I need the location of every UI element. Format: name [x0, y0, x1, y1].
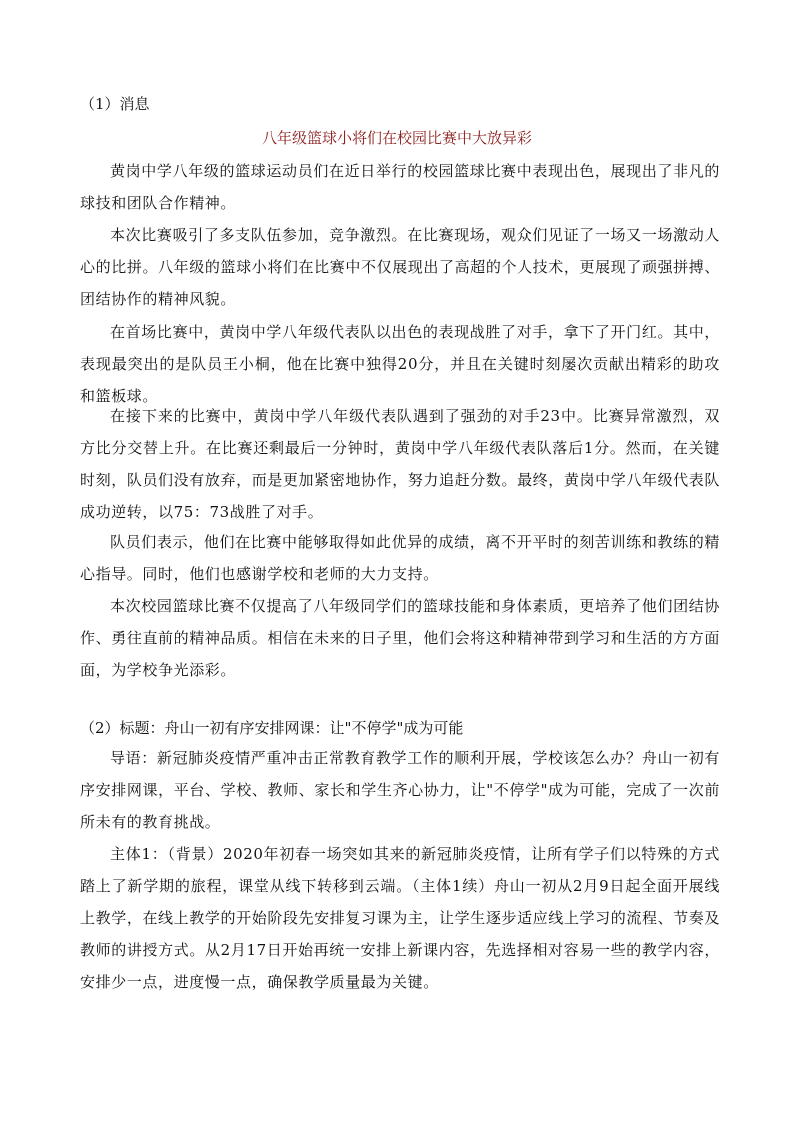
lead-paragraph: 导语：新冠肺炎疫情严重冲击正常教育教学工作的顺利开展，学校该怎么办？舟山一初有序安排网课，平台、学校、教师、家长和学生齐心协力，让"不停学"成为可能，完成了一次前所未有的教育挑战。 — [80, 749, 720, 831]
news-title: 八年级篮球小将们在校园比赛中大放异彩 — [261, 129, 532, 147]
news-paragraph-2: 本次比赛吸引了多支队伍参加，竞争激烈。在比赛现场，观众们见证了一场又一场激动人心的比拼。八年级的篮球小将们在比赛中不仅展现出了高超的个人技术，更展现了顽强拼搏、团结协作的精神风貌。 — [80, 226, 720, 308]
section-2-label: （2）标题：舟山一初有序安排网课：让"不停学"成为可能 — [80, 719, 464, 737]
news-paragraph-3: 在首场比赛中，黄岗中学八年级代表队以出色的表现战胜了对手，拿下了开门红。其中，表现最突出的是队员王小桐，他在比赛中独得20分，并且在关键时刻屡次贡献出精彩的助攻和篮板球。 — [80, 323, 720, 405]
section-1-label: （1）消息 — [80, 95, 150, 113]
news-paragraph-6: 本次校园篮球比赛不仅提高了八年级同学们的篮球技能和身体素质，更培养了他们团结协作、勇往直前的精神品质。相信在未来的日子里，他们会将这种精神带到学习和生活的方方面面，为学校争光添彩。 — [80, 597, 720, 679]
news-paragraph-4: 在接下来的比赛中，黄岗中学八年级代表队遇到了强劲的对手23中。比赛异常激烈，双方比分交替上升。在比赛还剩最后一分钟时，黄岗中学八年级代表队落后1分。然而，在关键时刻，队员们没有放弃，而是更加紧密地协作，努力追赶分数。最终，黄岗中学八年级代表队成功逆转，以75：73战胜了对手。 — [80, 407, 720, 521]
news-paragraph-1: 黄岗中学八年级的篮球运动员们在近日举行的校园篮球比赛中表现出色，展现出了非凡的球技和团队合作精神。 — [80, 162, 720, 212]
news-paragraph-5: 队员们表示，他们在比赛中能够取得如此优异的成绩，离不开平时的刻苦训练和教练的精心指导。同时，他们也感谢学校和老师的大力支持。 — [80, 533, 720, 583]
body-paragraph-1: 主体1：（背景）2020年初春一场突如其来的新冠肺炎疫情，让所有学子们以特殊的方式踏上了新学期的旅程，课堂从线下转移到云端。（主体1续）舟山一初从2月9日起全面开展线上教学，在线上教学的开始阶段先安排复习课为主，让学生逐步适应线上学习的流程、节奏及教师的讲授方式。从2月17日开始再统一安排上新课内容，先选择相对容易一些的教学内容，安排少一点，进度慢一点，确保教学质量最为关键。 — [80, 845, 720, 991]
